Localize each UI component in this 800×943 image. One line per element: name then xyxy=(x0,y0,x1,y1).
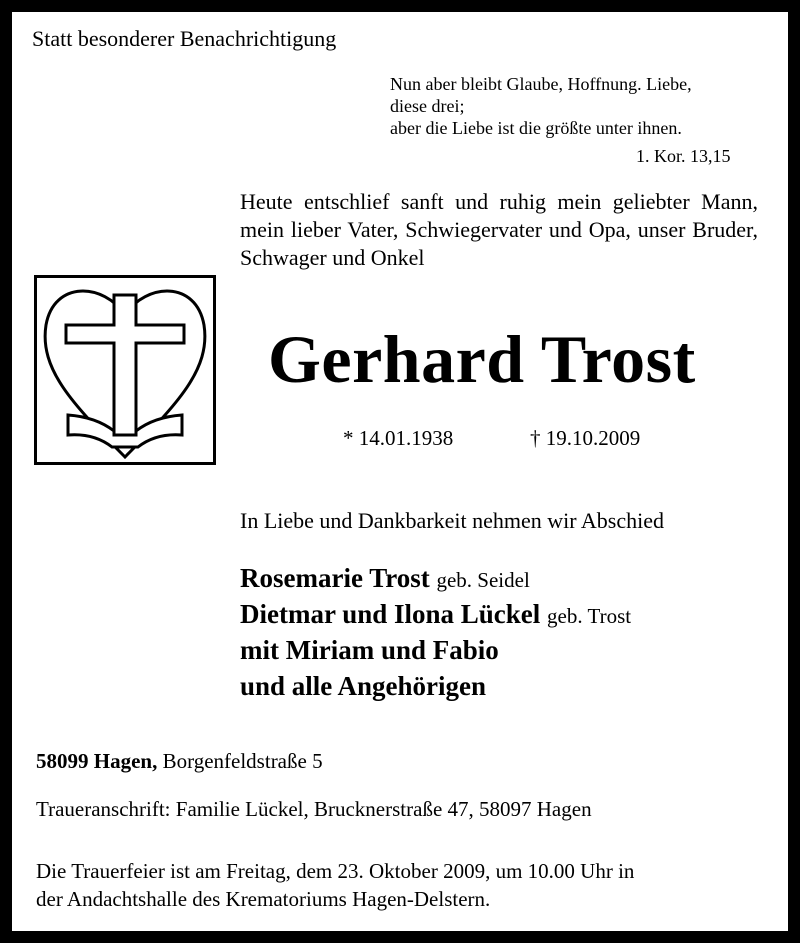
bible-verse xyxy=(390,73,770,139)
mourner-nee: geb. Trost xyxy=(547,604,632,628)
deceased-name: Gerhard Trost xyxy=(268,321,696,397)
mourner-name: Rosemarie Trost xyxy=(240,563,430,593)
mourner-name: und alle Angehörigen xyxy=(240,671,487,701)
funeral-info xyxy=(36,857,776,913)
mourner-name: mit Miriam und Fabio xyxy=(240,635,499,665)
verse-line: diese drei; xyxy=(390,96,465,116)
heart-cross-anchor-icon xyxy=(34,275,216,465)
verse-reference: 1. Kor. 13,15 xyxy=(636,146,731,166)
funeral-line: Die Trauerfeier ist am Freitag, dem 23. Oktober 2009, um 10.00 Uhr in xyxy=(36,859,635,883)
address-city: 58099 Hagen, xyxy=(36,749,158,773)
verse-line: aber die Liebe ist die größte unter ihnen. xyxy=(390,118,682,138)
home-address xyxy=(36,749,323,774)
birth-date: * 14.01.1938 xyxy=(343,426,454,450)
intro-text: Heute entschlief sanft und ruhig mein geliebter Mann, mein lieber Vater, Schwiegervater und Opa, unser Bruder, Schwager und Onkel xyxy=(240,189,758,270)
mourner-line xyxy=(240,635,499,666)
farewell-text: In Liebe und Dankbarkeit nehmen wir Abschied xyxy=(240,508,664,533)
mourner-nee: geb. Seidel xyxy=(436,568,530,592)
mourning-address: Traueranschrift: Familie Lückel, Brucknerstraße 47, 58097 Hagen xyxy=(36,797,592,821)
verse-line: Nun aber bleibt Glaube, Hoffnung. Liebe, xyxy=(390,74,692,94)
notice-heading: Statt besonderer Benachrichtigung xyxy=(32,26,337,51)
address-street: Borgenfeldstraße 5 xyxy=(162,749,323,773)
death-date: † 19.10.2009 xyxy=(530,426,641,450)
mourner-line xyxy=(240,671,486,702)
mourner-name: Dietmar und Ilona Lückel xyxy=(240,599,541,629)
mourner-line xyxy=(240,599,631,630)
funeral-line: der Andachtshalle des Krematoriums Hagen-Delstern. xyxy=(36,887,491,911)
mourner-line xyxy=(240,563,530,594)
